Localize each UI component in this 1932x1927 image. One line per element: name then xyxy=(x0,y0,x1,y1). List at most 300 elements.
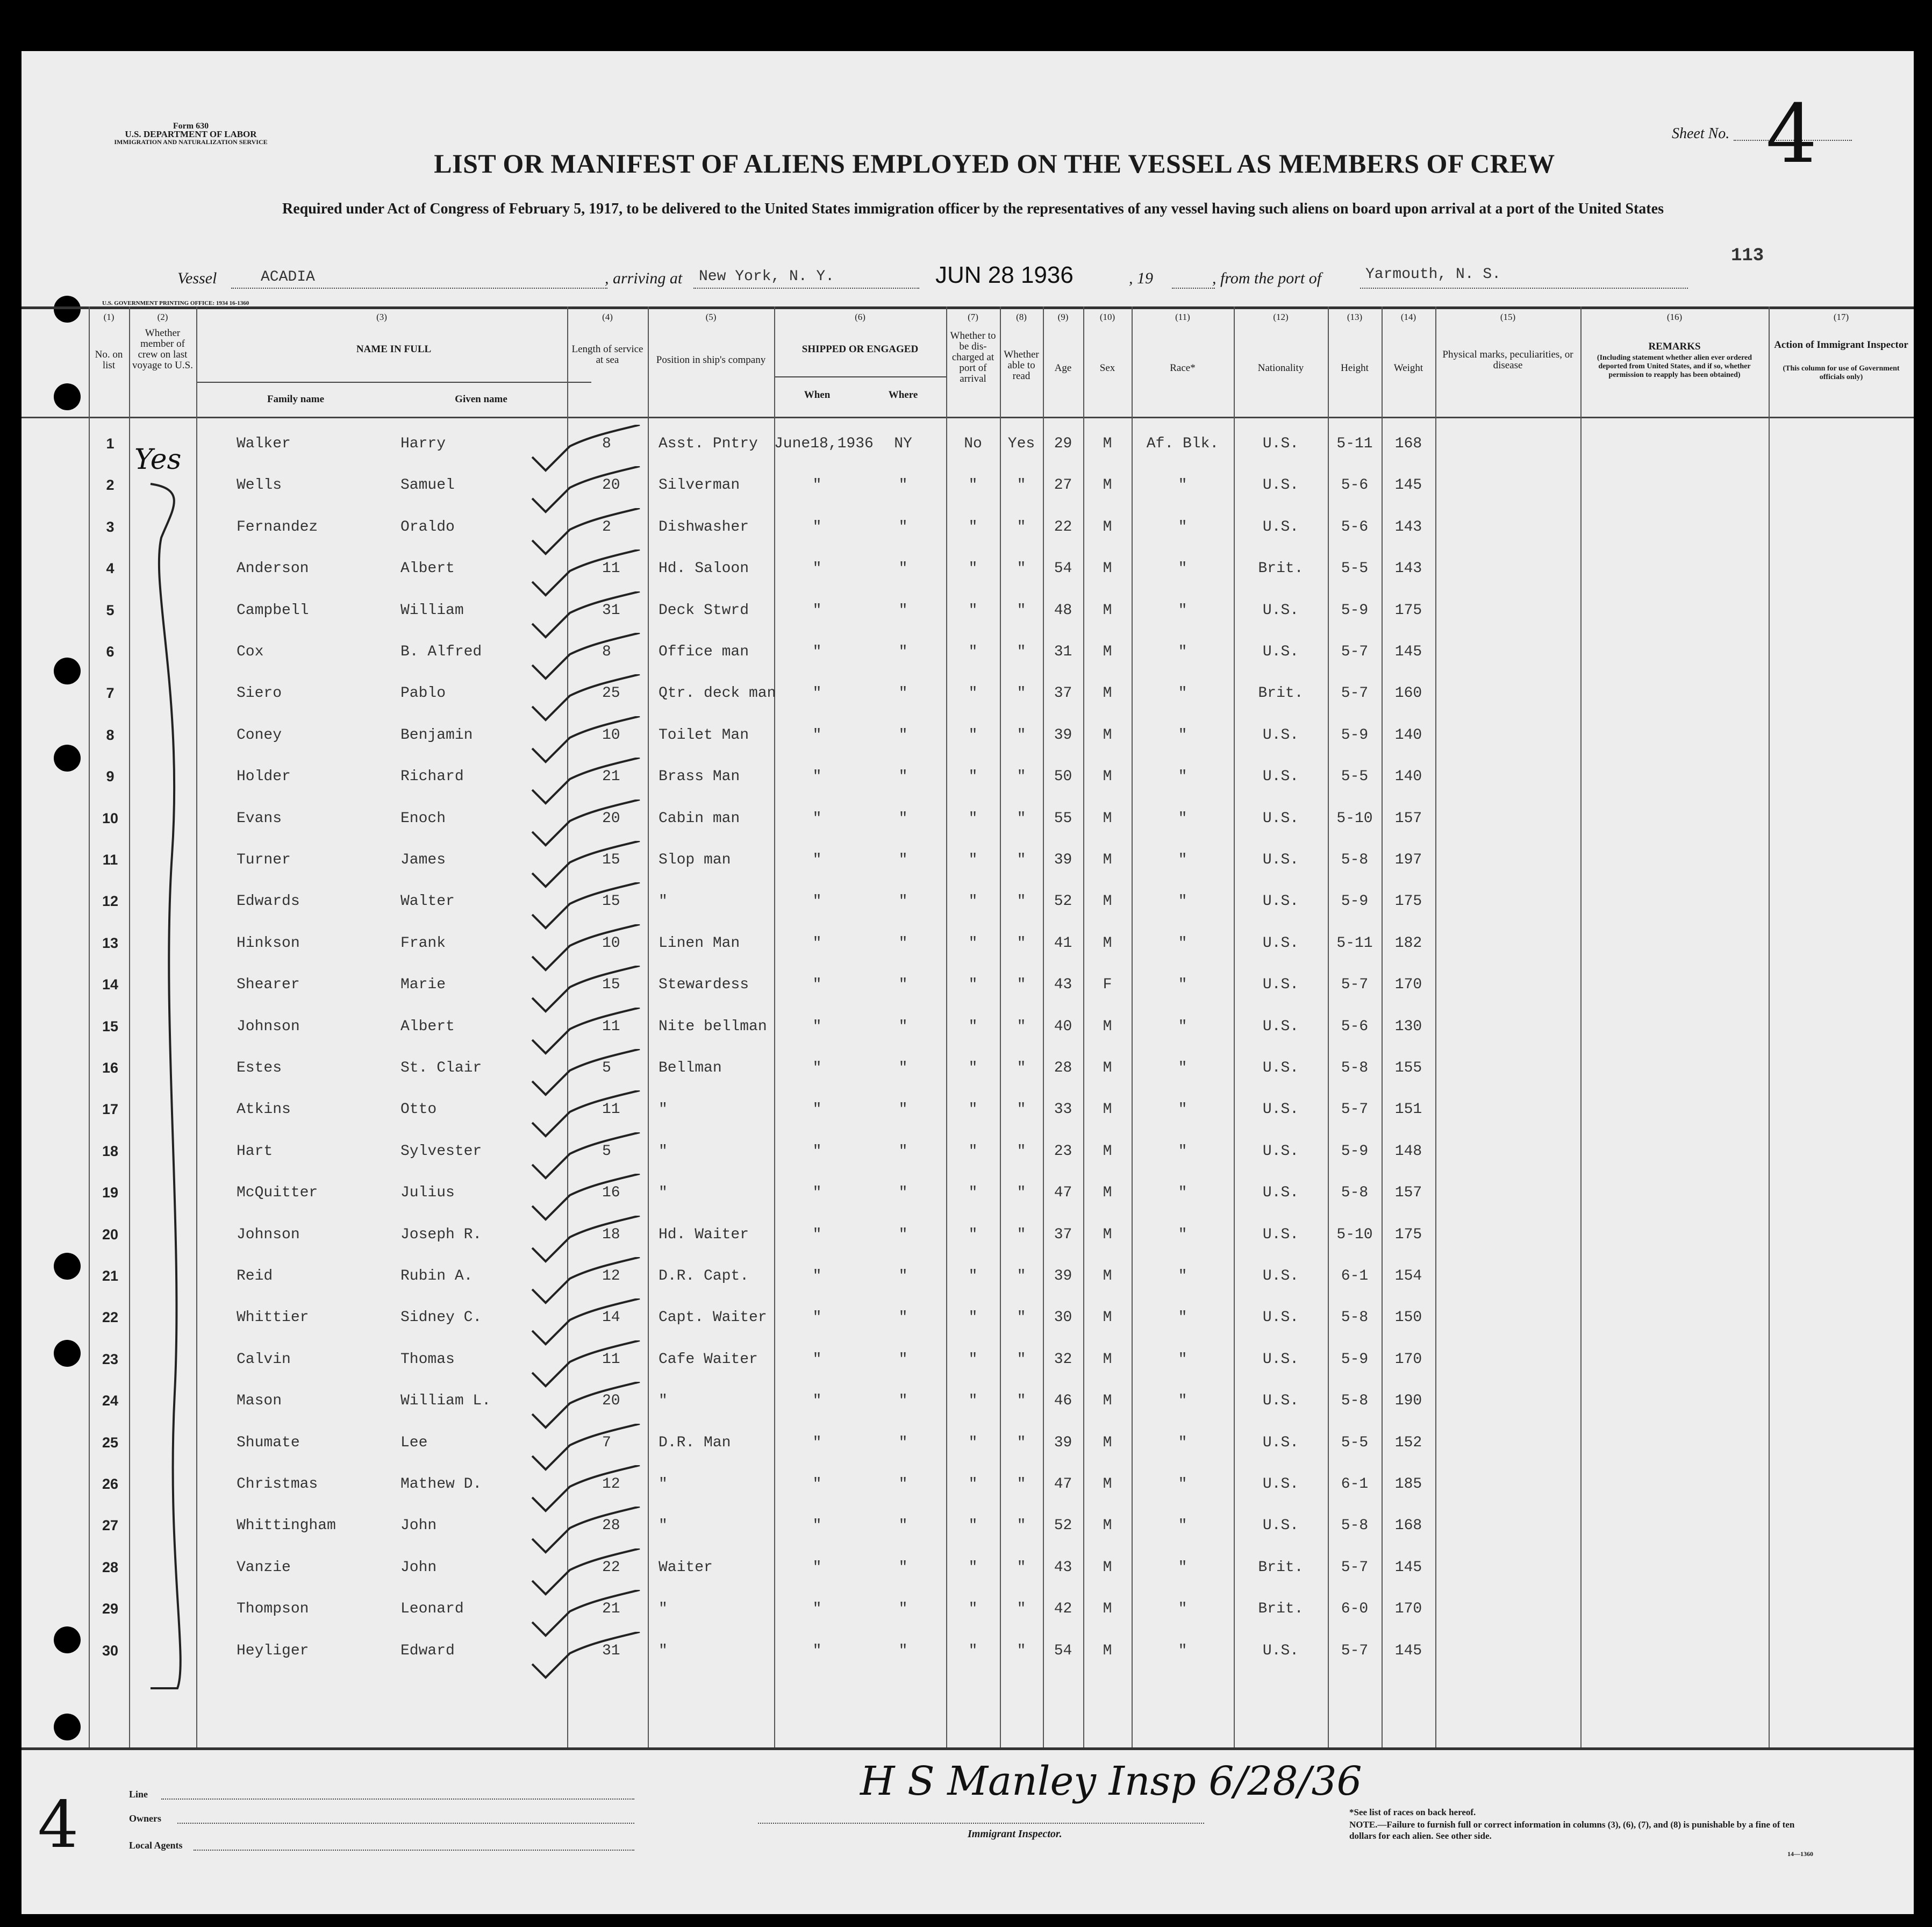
cell-position: Qtr. deck man xyxy=(659,685,776,702)
cell-sex: M xyxy=(1103,1018,1112,1035)
cell-given-name: John xyxy=(400,1559,437,1576)
cell-service-length: 28 xyxy=(602,1517,620,1535)
cell-family-name: Coney xyxy=(237,726,282,744)
cell-sex: M xyxy=(1103,1184,1112,1202)
cell-shipped-where: " xyxy=(898,518,908,536)
cell-family-name: Johnson xyxy=(237,1018,300,1035)
races-note: *See list of races on back hereof. xyxy=(1349,1807,1476,1817)
cell-race: " xyxy=(1178,1476,1187,1493)
cell-nationality: U.S. xyxy=(1262,602,1299,619)
cell-sex: M xyxy=(1103,852,1112,868)
row-number: 21 xyxy=(102,1268,119,1284)
cell-shipped-where: " xyxy=(898,768,908,786)
cell-position: Office man xyxy=(659,644,749,660)
cell-able-to-read: " xyxy=(1017,1309,1026,1326)
date-stamp: JUN 28 1936 xyxy=(935,262,1074,288)
cell-height: 5-6 xyxy=(1341,518,1369,536)
cell-given-name: Edward xyxy=(400,1642,455,1659)
cell-family-name: Hinkson xyxy=(237,934,300,952)
cell-height: 5-10 xyxy=(1336,810,1373,827)
cell-given-name: Joseph R. xyxy=(400,1226,482,1243)
cell-family-name: Shearer xyxy=(237,976,300,994)
row-number: 18 xyxy=(102,1143,119,1159)
cell-shipped-where: " xyxy=(898,976,908,994)
head-member-last-voyage: Whether member of crew on last voyage to U.S. xyxy=(132,327,193,371)
cell-service-length: 15 xyxy=(602,976,620,994)
cell-able-to-read: " xyxy=(1017,1434,1026,1451)
cell-height: 5-9 xyxy=(1341,1143,1369,1160)
head-when: When xyxy=(804,389,831,401)
cell-race: " xyxy=(1178,1101,1187,1118)
cell-service-length: 10 xyxy=(602,934,620,952)
cell-given-name: Harry xyxy=(400,436,446,452)
head-height: Height xyxy=(1341,362,1369,374)
cell-nationality: U.S. xyxy=(1262,1476,1299,1493)
cell-race: " xyxy=(1178,1434,1187,1451)
cell-shipped-where: " xyxy=(898,560,908,577)
cell-discharged: No xyxy=(964,436,982,452)
vessel-label: Vessel xyxy=(177,269,217,287)
cell-discharged: " xyxy=(968,1642,978,1659)
cell-service-length: 11 xyxy=(602,1351,620,1368)
inspector-label: Immigrant Inspector. xyxy=(968,1828,1062,1840)
cell-able-to-read: " xyxy=(1017,560,1026,577)
table-row xyxy=(22,685,1914,726)
cell-family-name: Heyliger xyxy=(237,1642,309,1659)
table-row xyxy=(22,1476,1914,1517)
head-race: Race* xyxy=(1170,362,1196,374)
sheet-label: Sheet No. xyxy=(1672,125,1730,142)
cell-discharged: " xyxy=(968,1101,978,1118)
cell-nationality: U.S. xyxy=(1262,934,1299,952)
cell-discharged: " xyxy=(968,1393,978,1410)
cell-nationality: U.S. xyxy=(1262,1642,1299,1659)
cell-shipped-where: " xyxy=(898,1309,908,1326)
cell-weight: 168 xyxy=(1394,1517,1422,1535)
head-shipped-engaged: SHIPPED OR ENGAGED xyxy=(802,344,919,355)
cell-given-name: Mathew D. xyxy=(400,1476,482,1493)
cell-discharged: " xyxy=(968,518,978,536)
cell-age: 41 xyxy=(1054,934,1072,952)
cell-service-length: 10 xyxy=(602,726,620,744)
cell-race: " xyxy=(1178,1559,1187,1576)
head-age: Age xyxy=(1054,362,1072,374)
head-inspector-note: (This column for use of Government officials only) xyxy=(1783,365,1900,381)
cell-shipped-when: " xyxy=(812,934,822,952)
cell-able-to-read: " xyxy=(1017,602,1026,619)
cell-nationality: U.S. xyxy=(1262,1060,1299,1076)
cell-able-to-read: " xyxy=(1017,1060,1026,1076)
cell-position: Capt. Waiter xyxy=(659,1309,767,1326)
cell-weight: 190 xyxy=(1394,1393,1422,1410)
cell-service-length: 11 xyxy=(602,560,620,577)
cell-weight: 140 xyxy=(1394,726,1422,744)
margin-number: 4 xyxy=(38,1788,79,1862)
cell-able-to-read: " xyxy=(1017,893,1026,910)
cell-discharged: " xyxy=(968,768,978,786)
cell-age: 52 xyxy=(1054,893,1072,910)
cell-able-to-read: " xyxy=(1017,1268,1026,1284)
cell-family-name: Wells xyxy=(237,477,282,494)
cell-age: 48 xyxy=(1054,602,1072,619)
cell-family-name: Estes xyxy=(237,1060,282,1076)
cell-family-name: Walker xyxy=(237,436,291,452)
cell-shipped-when: " xyxy=(812,893,822,910)
cell-shipped-where: " xyxy=(898,810,908,827)
col-num-15: (15) xyxy=(1500,312,1516,322)
cell-family-name: McQuitter xyxy=(237,1184,318,1202)
cell-given-name: Julius xyxy=(400,1184,455,1202)
cell-nationality: U.S. xyxy=(1262,726,1299,744)
cell-sex: F xyxy=(1103,976,1112,994)
cell-sex: M xyxy=(1103,644,1112,660)
cell-discharged: " xyxy=(968,644,978,660)
cell-position: D.R. Capt. xyxy=(659,1268,749,1284)
cell-family-name: Thompson xyxy=(237,1601,309,1618)
cell-able-to-read: " xyxy=(1017,1226,1026,1243)
col-num-5: (5) xyxy=(705,312,717,322)
cell-shipped-when: " xyxy=(812,685,822,702)
cell-sex: M xyxy=(1103,1393,1112,1410)
page-number: 113 xyxy=(1731,246,1764,266)
cell-discharged: " xyxy=(968,1226,978,1243)
cell-shipped-when: " xyxy=(812,1559,822,1576)
cell-age: 54 xyxy=(1054,560,1072,577)
cell-age: 43 xyxy=(1054,976,1072,994)
cell-given-name: Albert xyxy=(400,560,455,577)
cell-age: 50 xyxy=(1054,768,1072,786)
cell-shipped-when: " xyxy=(812,810,822,827)
cell-able-to-read: " xyxy=(1017,1018,1026,1035)
cell-sex: M xyxy=(1103,602,1112,619)
cell-race: " xyxy=(1178,1351,1187,1368)
cell-sex: M xyxy=(1103,1309,1112,1326)
cell-able-to-read: " xyxy=(1017,1517,1026,1535)
from-line xyxy=(1360,288,1688,289)
cell-nationality: U.S. xyxy=(1262,518,1299,536)
cell-race: " xyxy=(1178,1226,1187,1243)
cell-weight: 150 xyxy=(1394,1309,1422,1326)
cell-able-to-read: " xyxy=(1017,934,1026,952)
table-row xyxy=(22,1101,1914,1142)
cell-position: Asst. Pntry xyxy=(659,436,758,452)
cell-shipped-where: " xyxy=(898,1101,908,1118)
cell-service-length: 11 xyxy=(602,1018,620,1035)
cell-family-name: Johnson xyxy=(237,1226,300,1243)
cell-able-to-read: " xyxy=(1017,477,1026,494)
cell-discharged: " xyxy=(968,685,978,702)
cell-service-length: 22 xyxy=(602,1559,620,1576)
cell-shipped-when: " xyxy=(812,477,822,494)
cell-given-name: Walter xyxy=(400,893,455,910)
cell-race: " xyxy=(1178,810,1187,827)
cell-age: 27 xyxy=(1054,477,1072,494)
cell-shipped-where: " xyxy=(898,1476,908,1493)
cell-shipped-when: " xyxy=(812,1309,822,1326)
cell-family-name: Hart xyxy=(237,1143,273,1160)
row-number: 17 xyxy=(102,1101,119,1118)
table-row xyxy=(22,1018,1914,1059)
cell-age: 33 xyxy=(1054,1101,1072,1118)
head-nationality: Nationality xyxy=(1257,362,1304,374)
row-number: 7 xyxy=(106,685,115,702)
table-row xyxy=(22,1393,1914,1433)
row-number: 26 xyxy=(102,1476,119,1492)
cell-service-length: 2 xyxy=(602,518,611,536)
cell-shipped-when: " xyxy=(812,1143,822,1160)
col-num-4: (4) xyxy=(602,312,613,322)
cell-given-name: Frank xyxy=(400,934,446,952)
cell-given-name: Lee xyxy=(400,1434,428,1451)
cell-able-to-read: " xyxy=(1017,810,1026,827)
cell-age: 31 xyxy=(1054,644,1072,660)
cell-service-length: 8 xyxy=(602,644,611,660)
cell-family-name: Holder xyxy=(237,768,291,786)
cell-weight: 143 xyxy=(1394,518,1422,536)
cell-sex: M xyxy=(1103,726,1112,744)
head-weight: Weight xyxy=(1393,362,1423,374)
cell-nationality: U.S. xyxy=(1262,893,1299,910)
cell-race: " xyxy=(1178,1393,1187,1410)
row-number: 29 xyxy=(102,1601,119,1617)
cell-shipped-where: " xyxy=(898,1226,908,1243)
cell-family-name: Whittingham xyxy=(237,1517,336,1535)
cell-family-name: Siero xyxy=(237,685,282,702)
table-row xyxy=(22,1268,1914,1309)
cell-position: " xyxy=(659,1393,668,1410)
cell-sex: M xyxy=(1103,1268,1112,1284)
cell-family-name: Whittier xyxy=(237,1309,309,1326)
cell-able-to-read: " xyxy=(1017,852,1026,868)
cell-shipped-when: " xyxy=(812,1476,822,1493)
cell-able-to-read: " xyxy=(1017,976,1026,994)
col-num-6: (6) xyxy=(855,312,865,322)
cell-weight: 197 xyxy=(1394,852,1422,868)
cell-height: 5-7 xyxy=(1341,1559,1369,1576)
cell-race: " xyxy=(1178,1060,1187,1076)
head-sex: Sex xyxy=(1099,362,1115,374)
cell-given-name: Albert xyxy=(400,1018,455,1035)
cell-discharged: " xyxy=(968,852,978,868)
table-row xyxy=(22,976,1914,1017)
cell-race: " xyxy=(1178,1309,1187,1326)
cell-position: " xyxy=(659,1476,668,1493)
cell-height: 5-8 xyxy=(1341,852,1369,868)
cell-shipped-when: " xyxy=(812,768,822,786)
cell-nationality: U.S. xyxy=(1262,1018,1299,1035)
col-num-2: (2) xyxy=(157,312,168,322)
cell-service-length: 20 xyxy=(602,810,620,827)
head-inspector-action: Action of Immigrant Inspector xyxy=(1774,339,1908,351)
cell-discharged: " xyxy=(968,934,978,952)
cell-given-name: B. Alfred xyxy=(400,644,482,660)
cell-service-length: 25 xyxy=(602,685,620,702)
cell-height: 5-8 xyxy=(1341,1060,1369,1076)
arriving-line xyxy=(693,288,919,289)
cell-sex: M xyxy=(1103,1143,1112,1160)
crew-table xyxy=(22,306,1914,1747)
cell-shipped-where: " xyxy=(898,1143,908,1160)
cell-family-name: Calvin xyxy=(237,1351,291,1368)
cell-position: Bellman xyxy=(659,1060,722,1076)
cell-sex: M xyxy=(1103,810,1112,827)
cell-shipped-when: June18,1936 xyxy=(774,436,874,452)
cell-height: 5-6 xyxy=(1341,477,1369,494)
cell-shipped-when: " xyxy=(812,1018,822,1035)
cell-service-length: 20 xyxy=(602,1393,620,1410)
cell-height: 5-7 xyxy=(1341,1101,1369,1118)
cell-weight: 152 xyxy=(1394,1434,1422,1451)
cell-discharged: " xyxy=(968,976,978,994)
cell-weight: 185 xyxy=(1394,1476,1422,1493)
table-row xyxy=(22,1601,1914,1641)
head-able-to-read: Whether able to read xyxy=(1004,349,1039,382)
cell-position: Silverman xyxy=(659,477,740,494)
head-physical-marks: Physical marks, peculiarities, or disease xyxy=(1442,349,1573,371)
cell-family-name: Christmas xyxy=(237,1476,318,1493)
cell-given-name: Benjamin xyxy=(400,726,473,744)
cell-shipped-when: " xyxy=(812,1434,822,1451)
row-number: 22 xyxy=(102,1309,119,1326)
cell-age: 47 xyxy=(1054,1184,1072,1202)
cell-nationality: U.S. xyxy=(1262,1101,1299,1118)
col-num-11: (11) xyxy=(1175,312,1190,322)
cell-height: 5-7 xyxy=(1341,1642,1369,1659)
cell-age: 54 xyxy=(1054,1642,1072,1659)
prev-voyage-yes: Yes xyxy=(134,444,182,476)
table-top-border xyxy=(22,306,1914,309)
cell-weight: 140 xyxy=(1394,768,1422,786)
cell-shipped-when: " xyxy=(812,726,822,744)
shipped-subheader-line xyxy=(774,376,946,377)
cell-family-name: Turner xyxy=(237,852,291,868)
cell-able-to-read: " xyxy=(1017,1559,1026,1576)
row-number: 6 xyxy=(106,644,115,660)
cell-height: 5-9 xyxy=(1341,1351,1369,1368)
cell-age: 30 xyxy=(1054,1309,1072,1326)
cell-able-to-read: " xyxy=(1017,1393,1026,1410)
cell-discharged: " xyxy=(968,1559,978,1576)
cell-able-to-read: " xyxy=(1017,518,1026,536)
cell-age: 46 xyxy=(1054,1393,1072,1410)
cell-able-to-read: Yes xyxy=(1007,436,1035,452)
cell-nationality: U.S. xyxy=(1262,1434,1299,1451)
row-number: 23 xyxy=(102,1351,119,1367)
table-row xyxy=(22,602,1914,643)
cell-nationality: Brit. xyxy=(1258,1601,1304,1618)
cell-shipped-where: " xyxy=(898,1559,908,1576)
cell-nationality: U.S. xyxy=(1262,644,1299,660)
cell-service-length: 31 xyxy=(602,1642,620,1659)
cell-given-name: John xyxy=(400,1517,437,1535)
row-number: 28 xyxy=(102,1559,119,1575)
row-number: 4 xyxy=(106,560,115,577)
cell-given-name: Rubin A. xyxy=(400,1268,473,1284)
cell-family-name: Atkins xyxy=(237,1101,291,1118)
cell-given-name: Leonard xyxy=(400,1601,464,1618)
cell-race: " xyxy=(1178,893,1187,910)
cell-race: Af. Blk. xyxy=(1146,436,1219,452)
cell-shipped-where: " xyxy=(898,685,908,702)
cell-position: Brass Man xyxy=(659,768,740,786)
cell-race: " xyxy=(1178,1184,1187,1202)
cell-shipped-where: " xyxy=(898,1642,908,1659)
head-position: Position in ship's company xyxy=(656,354,766,366)
cell-shipped-where: " xyxy=(898,602,908,619)
table-row xyxy=(22,1143,1914,1184)
cell-sex: M xyxy=(1103,436,1112,452)
cell-race: " xyxy=(1178,1517,1187,1535)
col-num-10: (10) xyxy=(1099,312,1115,322)
cell-weight: 130 xyxy=(1394,1018,1422,1035)
cell-sex: M xyxy=(1103,685,1112,702)
cell-height: 5-8 xyxy=(1341,1309,1369,1326)
cell-discharged: " xyxy=(968,1476,978,1493)
col-num-14: (14) xyxy=(1400,312,1416,322)
cell-sex: M xyxy=(1103,934,1112,952)
table-row xyxy=(22,1517,1914,1558)
row-number: 16 xyxy=(102,1060,119,1076)
table-row xyxy=(22,644,1914,684)
table-row xyxy=(22,1434,1914,1475)
year-label: , 19 xyxy=(1129,269,1153,287)
cell-race: " xyxy=(1178,768,1187,786)
cell-position: Dishwasher xyxy=(659,518,749,536)
cell-position: " xyxy=(659,1184,668,1202)
cell-race: " xyxy=(1178,1642,1187,1659)
cell-weight: 155 xyxy=(1394,1060,1422,1076)
form-number: Form 630 xyxy=(173,122,209,131)
cell-nationality: U.S. xyxy=(1262,1393,1299,1410)
cell-service-length: 21 xyxy=(602,1601,620,1618)
cell-height: 6-1 xyxy=(1341,1268,1369,1284)
row-number: 14 xyxy=(102,976,119,993)
col-num-3: (3) xyxy=(376,312,387,322)
footer-line-label: Line xyxy=(129,1789,148,1800)
cell-sex: M xyxy=(1103,1060,1112,1076)
cell-weight: 145 xyxy=(1394,1642,1422,1659)
cell-weight: 154 xyxy=(1394,1268,1422,1284)
cell-weight: 175 xyxy=(1394,1226,1422,1243)
cell-sex: M xyxy=(1103,1601,1112,1618)
cell-shipped-when: " xyxy=(812,976,822,994)
cell-age: 23 xyxy=(1054,1143,1072,1160)
cell-age: 37 xyxy=(1054,685,1072,702)
table-row xyxy=(22,893,1914,934)
cell-weight: 170 xyxy=(1394,976,1422,994)
cell-given-name: James xyxy=(400,852,446,868)
page-title: LIST OR MANIFEST OF ALIENS EMPLOYED ON THE VESSEL AS MEMBERS OF CREW xyxy=(434,148,1555,179)
cell-shipped-where: " xyxy=(898,852,908,868)
cell-discharged: " xyxy=(968,893,978,910)
cell-height: 5-11 xyxy=(1336,934,1373,952)
cell-weight: 145 xyxy=(1394,1559,1422,1576)
cell-nationality: U.S. xyxy=(1262,477,1299,494)
row-number: 27 xyxy=(102,1517,119,1534)
cell-nationality: U.S. xyxy=(1262,1268,1299,1284)
cell-shipped-where: " xyxy=(898,1184,908,1202)
cell-given-name: St. Clair xyxy=(400,1060,482,1076)
table-row xyxy=(22,1559,1914,1600)
cell-age: 39 xyxy=(1054,726,1072,744)
cell-discharged: " xyxy=(968,1060,978,1076)
cell-race: " xyxy=(1178,934,1187,952)
cell-nationality: U.S. xyxy=(1262,1143,1299,1160)
cell-able-to-read: " xyxy=(1017,1184,1026,1202)
cell-service-length: 16 xyxy=(602,1184,620,1202)
cell-discharged: " xyxy=(968,810,978,827)
cell-nationality: Brit. xyxy=(1258,685,1304,702)
